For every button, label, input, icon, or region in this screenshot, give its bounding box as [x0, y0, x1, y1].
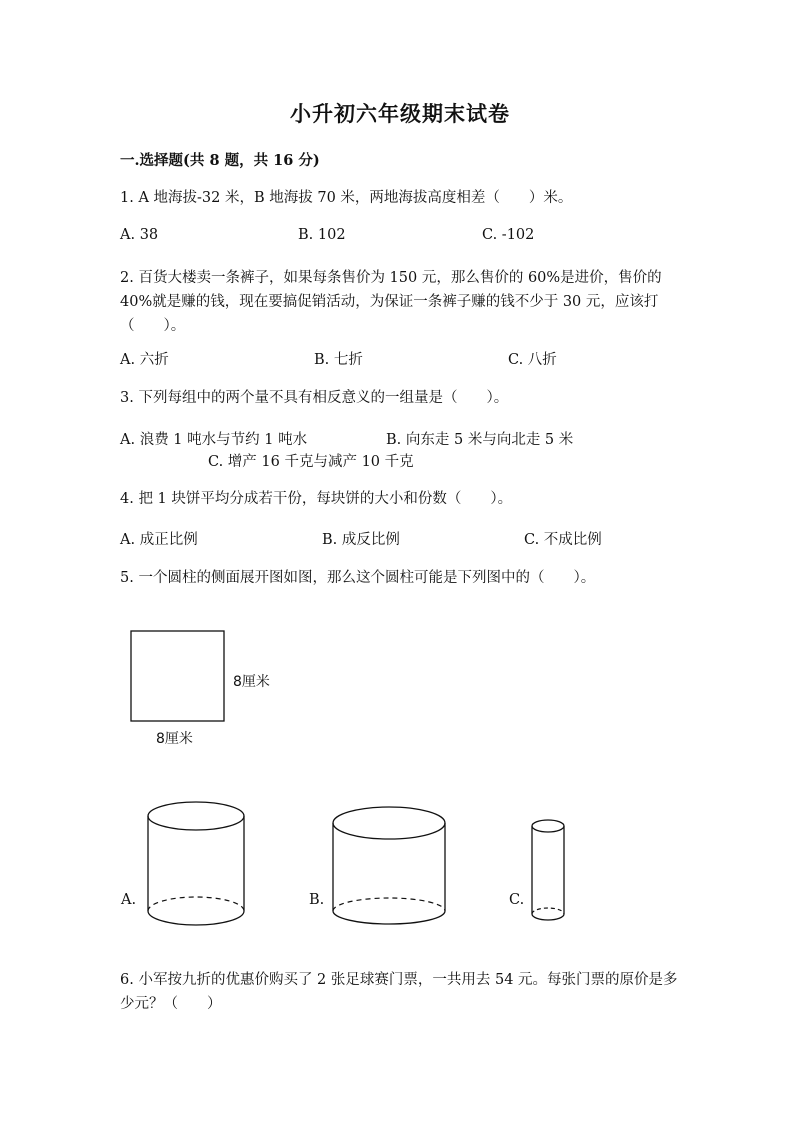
question-4-option-b: B. 成反比例 — [322, 532, 400, 548]
question-1-option-c: C. -102 — [482, 227, 535, 243]
page-title: 小升初六年级期末试卷 — [290, 101, 510, 126]
section-title: 一.选择题(共 8 题，共 16 分) — [120, 152, 320, 169]
question-2-option-b: B. 七折 — [314, 352, 363, 368]
cylinder-b — [333, 807, 445, 924]
question-1-option-a: A. 38 — [120, 227, 159, 243]
question-2-option-a: A. 六折 — [120, 352, 169, 368]
cylinder-a-label: A. — [121, 892, 137, 908]
cylinder-a — [148, 802, 244, 925]
cylinder-b-label: B. — [309, 892, 325, 908]
net-square — [131, 631, 224, 721]
question-4-option-c: C. 不成比例 — [524, 532, 602, 548]
question-3-option-a: A. 浪费 1 吨水与节约 1 吨水 — [120, 432, 308, 448]
net-bottom-label: 8厘米 — [156, 731, 193, 747]
question-6-text: 6. 小军按九折的优惠价购买了 2 张足球赛门票，一共用去 54 元。每张门票的原价是多少元？（ ） — [120, 972, 678, 1012]
question-5-text: 5. 一个圆柱的侧面展开图如图，那么这个圆柱可能是下列图中的（ ）。 — [120, 570, 596, 586]
question-4-option-a: A. 成正比例 — [120, 532, 198, 548]
question-1-text: 1. A 地海拔-32 米，B 地海拔 70 米，两地海拔高度相差（ ）米。 — [120, 190, 573, 206]
question-4-text: 4. 把 1 块饼平均分成若干份，每块饼的大小和份数（ ）。 — [120, 491, 513, 507]
cylinder-c-label: C. — [509, 892, 525, 908]
question-1-option-b: B. 102 — [298, 227, 346, 243]
question-3-text: 3. 下列每组中的两个量不具有相反意义的一组量是（ ）。 — [120, 390, 509, 406]
question-3-option-b: B. 向东走 5 米与向北走 5 米 — [386, 432, 574, 448]
question-2-option-c: C. 八折 — [508, 352, 557, 368]
net-side-label: 8厘米 — [233, 674, 270, 690]
cylinder-c — [532, 820, 564, 920]
question-2-text: 2. 百货大楼卖一条裤子，如果每条售价为 150 元，那么售价的 60%是进价，售价的 40%就是赚的钱，现在要搞促销活动，为保证一条裤子赚的钱不少于 30 元，应该打（ ）。 — [120, 270, 662, 334]
question-3-option-c: C. 增产 16 千克与减产 10 千克 — [208, 454, 414, 470]
